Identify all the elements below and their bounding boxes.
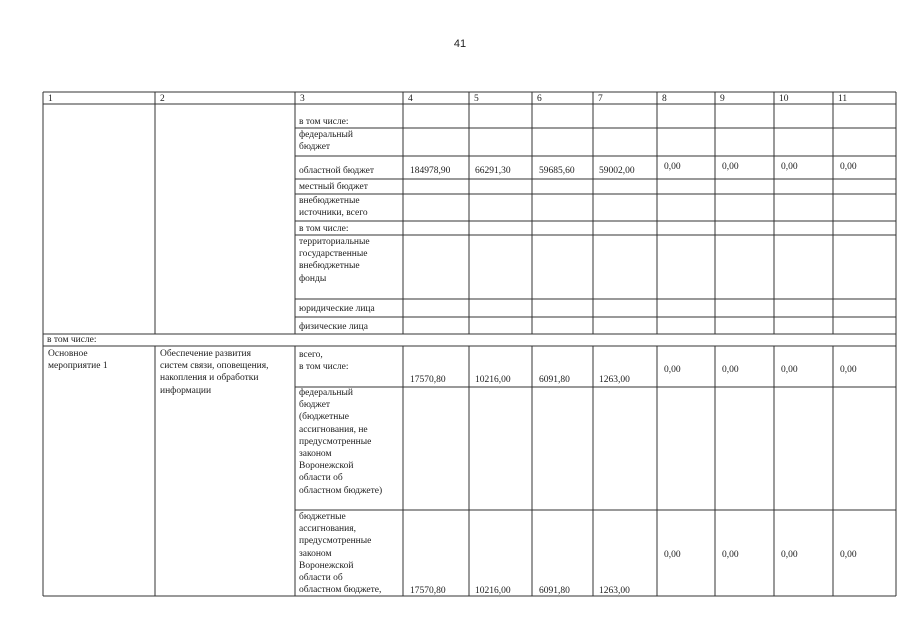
table-cell: 17570,80 [410, 586, 446, 596]
table-cell: 10216,00 [475, 375, 511, 385]
table-cell: 0,00 [840, 550, 857, 560]
table-cell: 0,00 [781, 162, 798, 172]
column-header: 3 [300, 94, 305, 104]
table-cell: 184978,90 [410, 166, 451, 176]
table-cell: 10216,00 [475, 586, 511, 596]
row-label: территориальные государственные внебюджетные фонды [299, 237, 370, 284]
page-number: 41 [453, 38, 467, 50]
column-header: 11 [838, 94, 848, 104]
column-header: 2 [160, 94, 165, 104]
table-cell: 59685,60 [539, 166, 575, 176]
table-cell: 66291,30 [475, 166, 511, 176]
row-label: всего, в том числе: [299, 350, 349, 373]
row-label: областной бюджет [299, 166, 375, 176]
table-cell: 0,00 [722, 162, 739, 172]
table-cell: 0,00 [781, 550, 798, 560]
table-cell: 0,00 [840, 365, 857, 375]
activity-name: Основное мероприятие 1 [48, 349, 108, 372]
row-label: внебюджетные источники, всего [299, 196, 368, 219]
column-header: 5 [474, 94, 479, 104]
column-header: 6 [537, 94, 542, 104]
table-cell: 0,00 [664, 162, 681, 172]
row-label: в том числе: [299, 224, 349, 234]
row-label: федеральный бюджет [299, 130, 353, 153]
row-label: федеральный бюджет (бюджетные ассигнования, не предусмотренные законом Воронежской области об областном бюджете) [299, 388, 383, 496]
row-label: юридические лица [299, 304, 375, 314]
activity-description: Обеспечение развития систем связи, оповещения, накопления и обработки информации [160, 349, 269, 396]
table-cell: 0,00 [840, 162, 857, 172]
column-header: 8 [662, 94, 667, 104]
table-cell: 0,00 [664, 365, 681, 375]
table-cell: 0,00 [664, 550, 681, 560]
table-cell: 17570,80 [410, 375, 446, 385]
table-cell: 0,00 [781, 365, 798, 375]
row-label: местный бюджет [299, 182, 368, 192]
table-cell: 59002,00 [599, 166, 635, 176]
column-header: 9 [720, 94, 725, 104]
row-label: бюджетные ассигнования, предусмотренные законом Воронежской области об областном бюджете, [299, 512, 382, 596]
column-header: 4 [408, 94, 413, 104]
column-header: 1 [48, 94, 53, 104]
column-header: 7 [598, 94, 603, 104]
row-label: физические лица [299, 322, 368, 332]
section-label: в том числе: [47, 335, 97, 345]
table-cell: 1263,00 [599, 375, 630, 385]
table-cell: 6091,80 [539, 375, 570, 385]
table-cell: 0,00 [722, 550, 739, 560]
column-header: 10 [779, 94, 789, 104]
table-cell: 6091,80 [539, 586, 570, 596]
table-cell: 0,00 [722, 365, 739, 375]
table-cell: 1263,00 [599, 586, 630, 596]
row-label: в том числе: [299, 117, 349, 127]
